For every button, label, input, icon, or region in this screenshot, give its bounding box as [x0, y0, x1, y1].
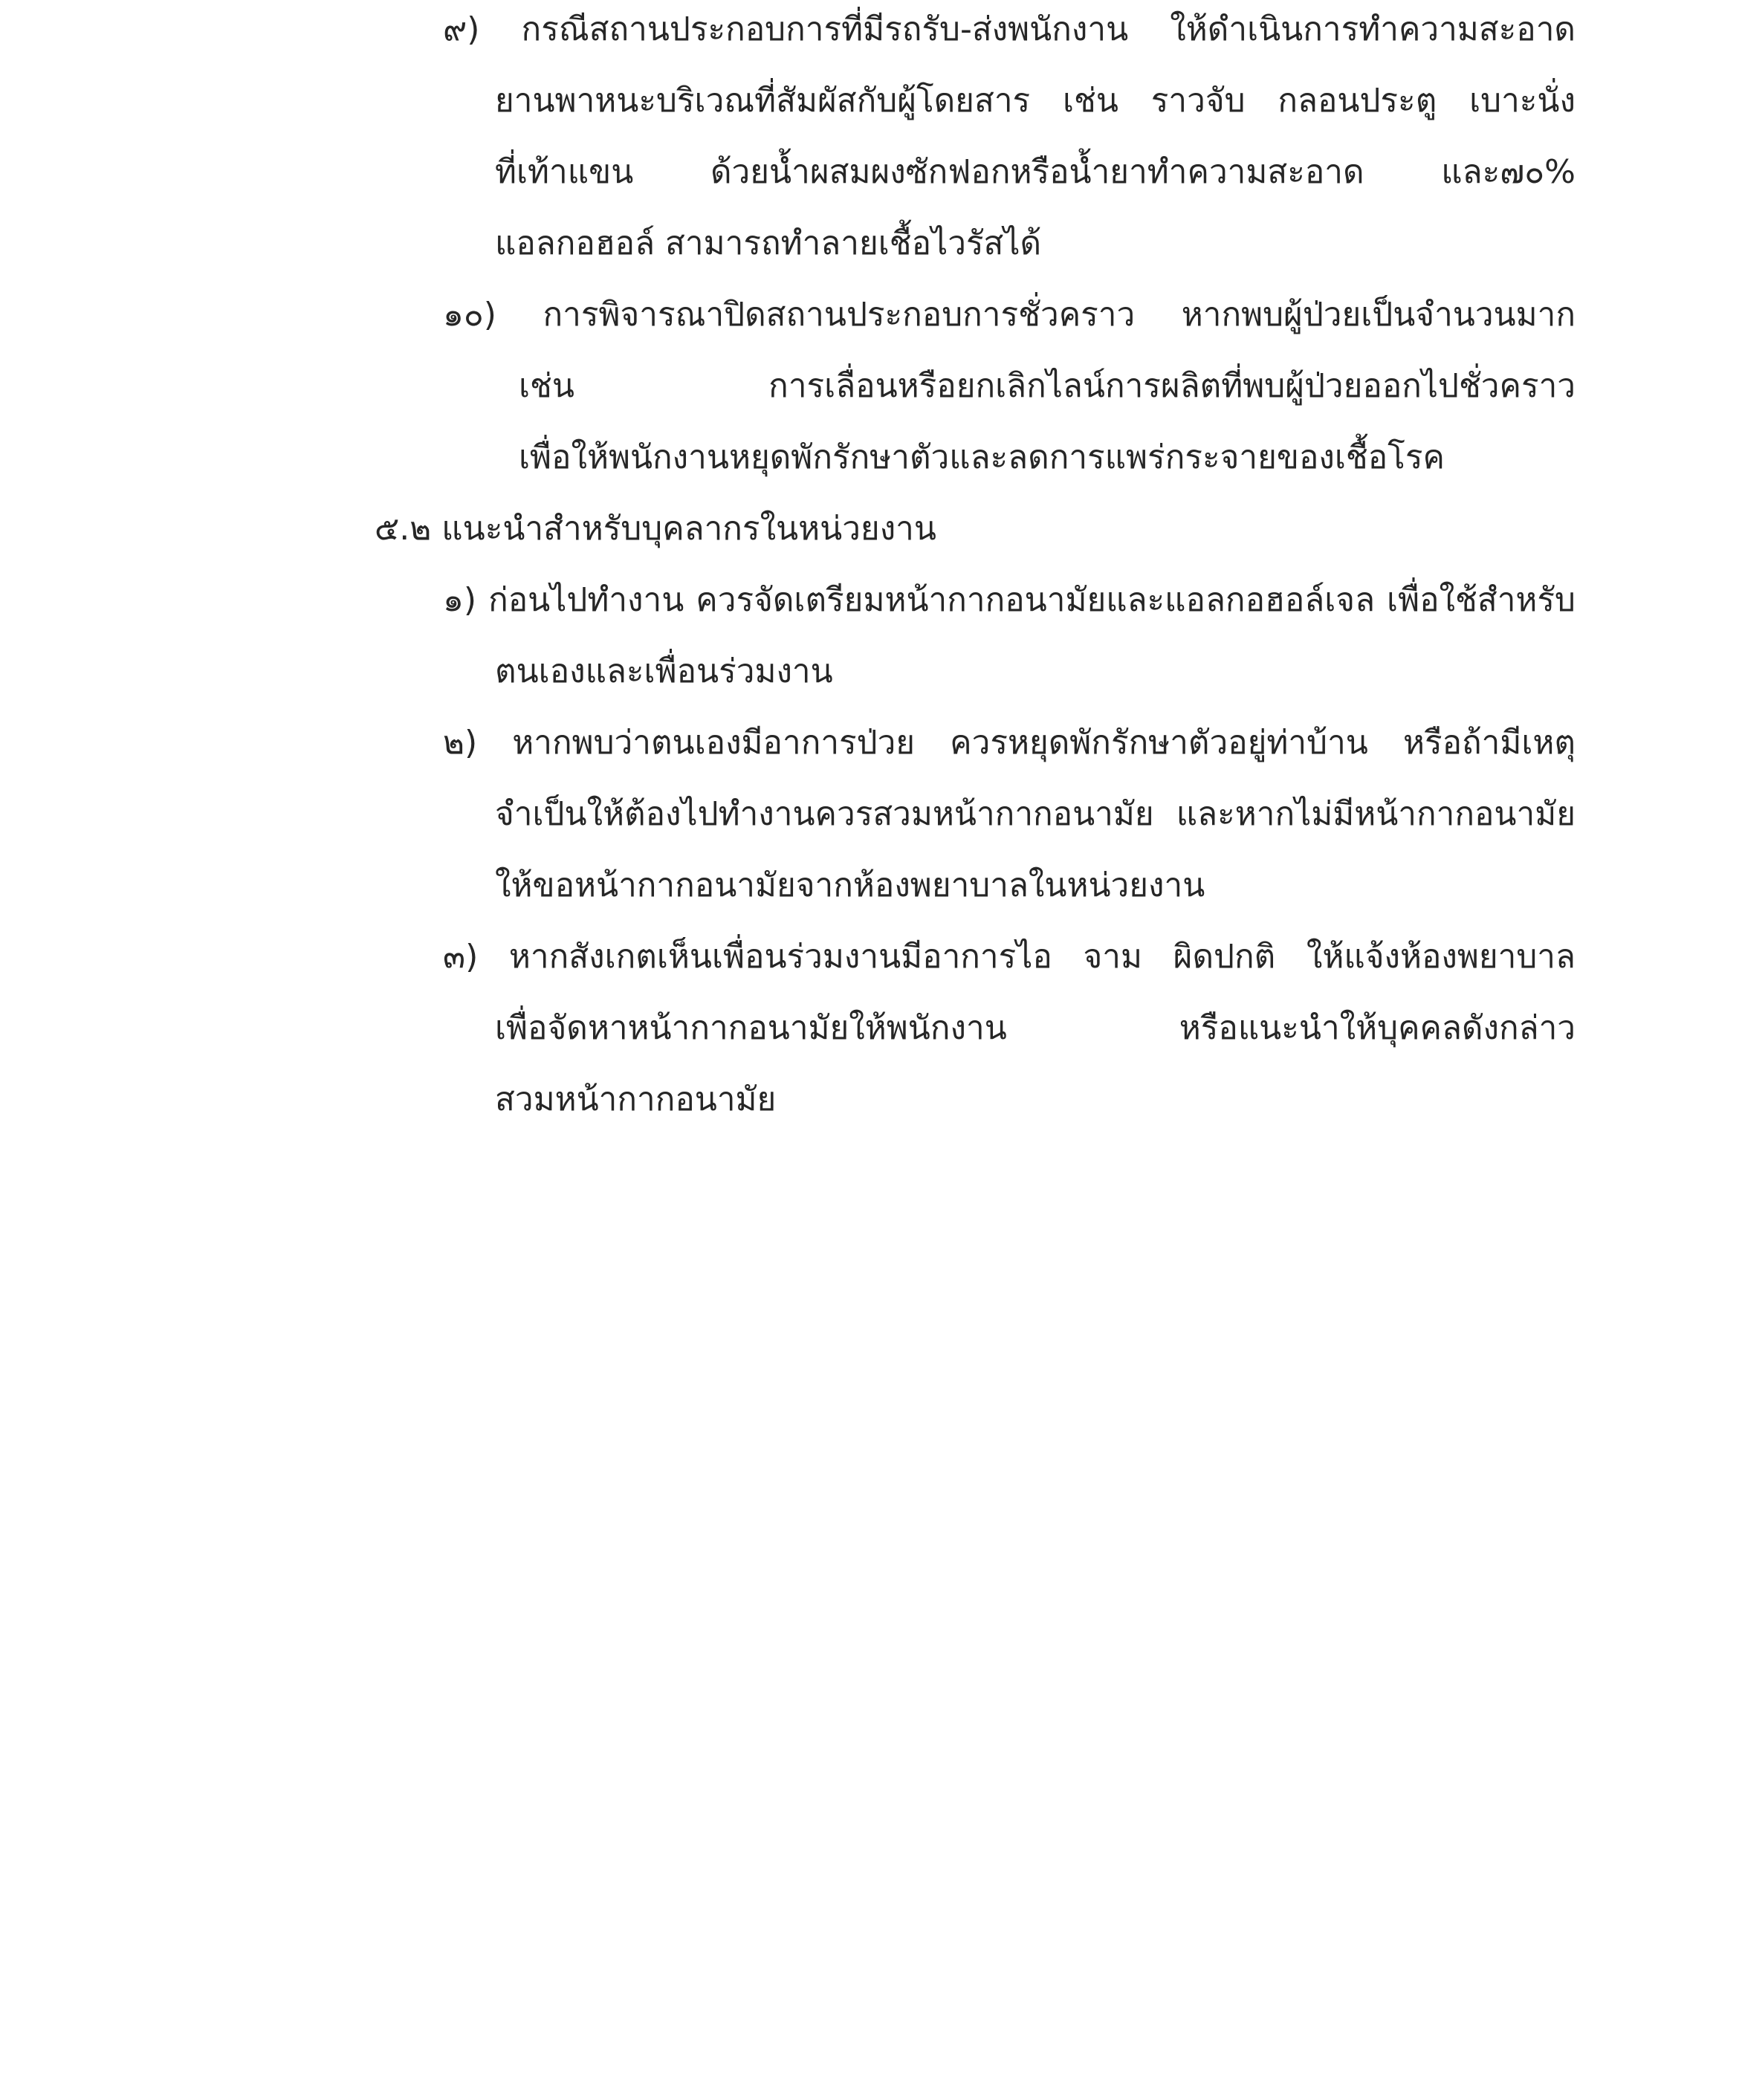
item-10-line-1: ๑๐) การพิจารณาปิดสถานประกอบการชั่วคราว หากพบผู้ป่วยเป็นจำนวนมาก [443, 296, 1576, 334]
section-5-2-item-1-line-2: ตนเองและเพื่อนร่วมงาน [495, 652, 833, 690]
section-5-2-item-3-line-2: เพื่อจัดหาหน้ากากอนามัยให้พนักงาน หรือแนะนำให้บุคคลดังกล่าว [495, 1009, 1576, 1047]
section-5-2-item-2-line-3: ให้ขอหน้ากากอนามัยจากห้องพยาบาลในหน่วยงาน [495, 866, 1205, 904]
item-10-line-2: เช่น การเลื่อนหรือยกเลิกไลน์การผลิตที่พบผู้ป่วยออกไปชั่วคราว [519, 367, 1576, 405]
section-5-2-item-1-line-1: ๑) ก่อนไปทำงาน ควรจัดเตรียมหน้ากากอนามัยและแอลกอฮอล์เจล เพื่อใช้สำหรับ [443, 581, 1576, 619]
item-9-line-4: แอลกอฮอล์ สามารถทำลายเชื้อไวรัสได้ [495, 224, 1042, 262]
section-5-2-heading: ๕.๒ แนะนำสำหรับบุคลากรในหน่วยงาน [375, 510, 936, 548]
section-5-2-item-2-line-2: จำเป็นให้ต้องไปทำงานควรสวมหน้ากากอนามัย และหากไม่มีหน้ากากอนามัย [495, 795, 1576, 833]
item-9-line-2: ยานพาหนะบริเวณที่สัมผัสกับผู้โดยสาร เช่น ราวจับ กลอนประตู เบาะนั่ง [495, 82, 1576, 120]
item-9-line-3: ที่เท้าแขน ด้วยน้ำผสมผงซักฟอกหรือน้ำยาทำความสะอาด และ๗๐% [495, 153, 1576, 191]
section-5-2-item-3-line-3: สวมหน้ากากอนามัย [495, 1080, 777, 1118]
item-10-line-3: เพื่อให้พนักงานหยุดพักรักษาตัวและลดการแพร่กระจายของเชื้อโรค [519, 438, 1445, 476]
item-9-line-1: ๙) กรณีสถานประกอบการที่มีรถรับ-ส่งพนักงาน ให้ดำเนินการทำความสะอาด [443, 10, 1576, 48]
section-5-2-item-2-line-1: ๒) หากพบว่าตนเองมีอาการป่วย ควรหยุดพักรักษาตัวอยู่ท่าบ้าน หรือถ้ามีเหตุ [443, 724, 1576, 762]
section-5-2-item-3-line-1: ๓) หากสังเกตเห็นเพื่อนร่วมงานมีอาการไอ จาม ผิดปกติ ให้แจ้งห้องพยาบาล [443, 938, 1576, 976]
